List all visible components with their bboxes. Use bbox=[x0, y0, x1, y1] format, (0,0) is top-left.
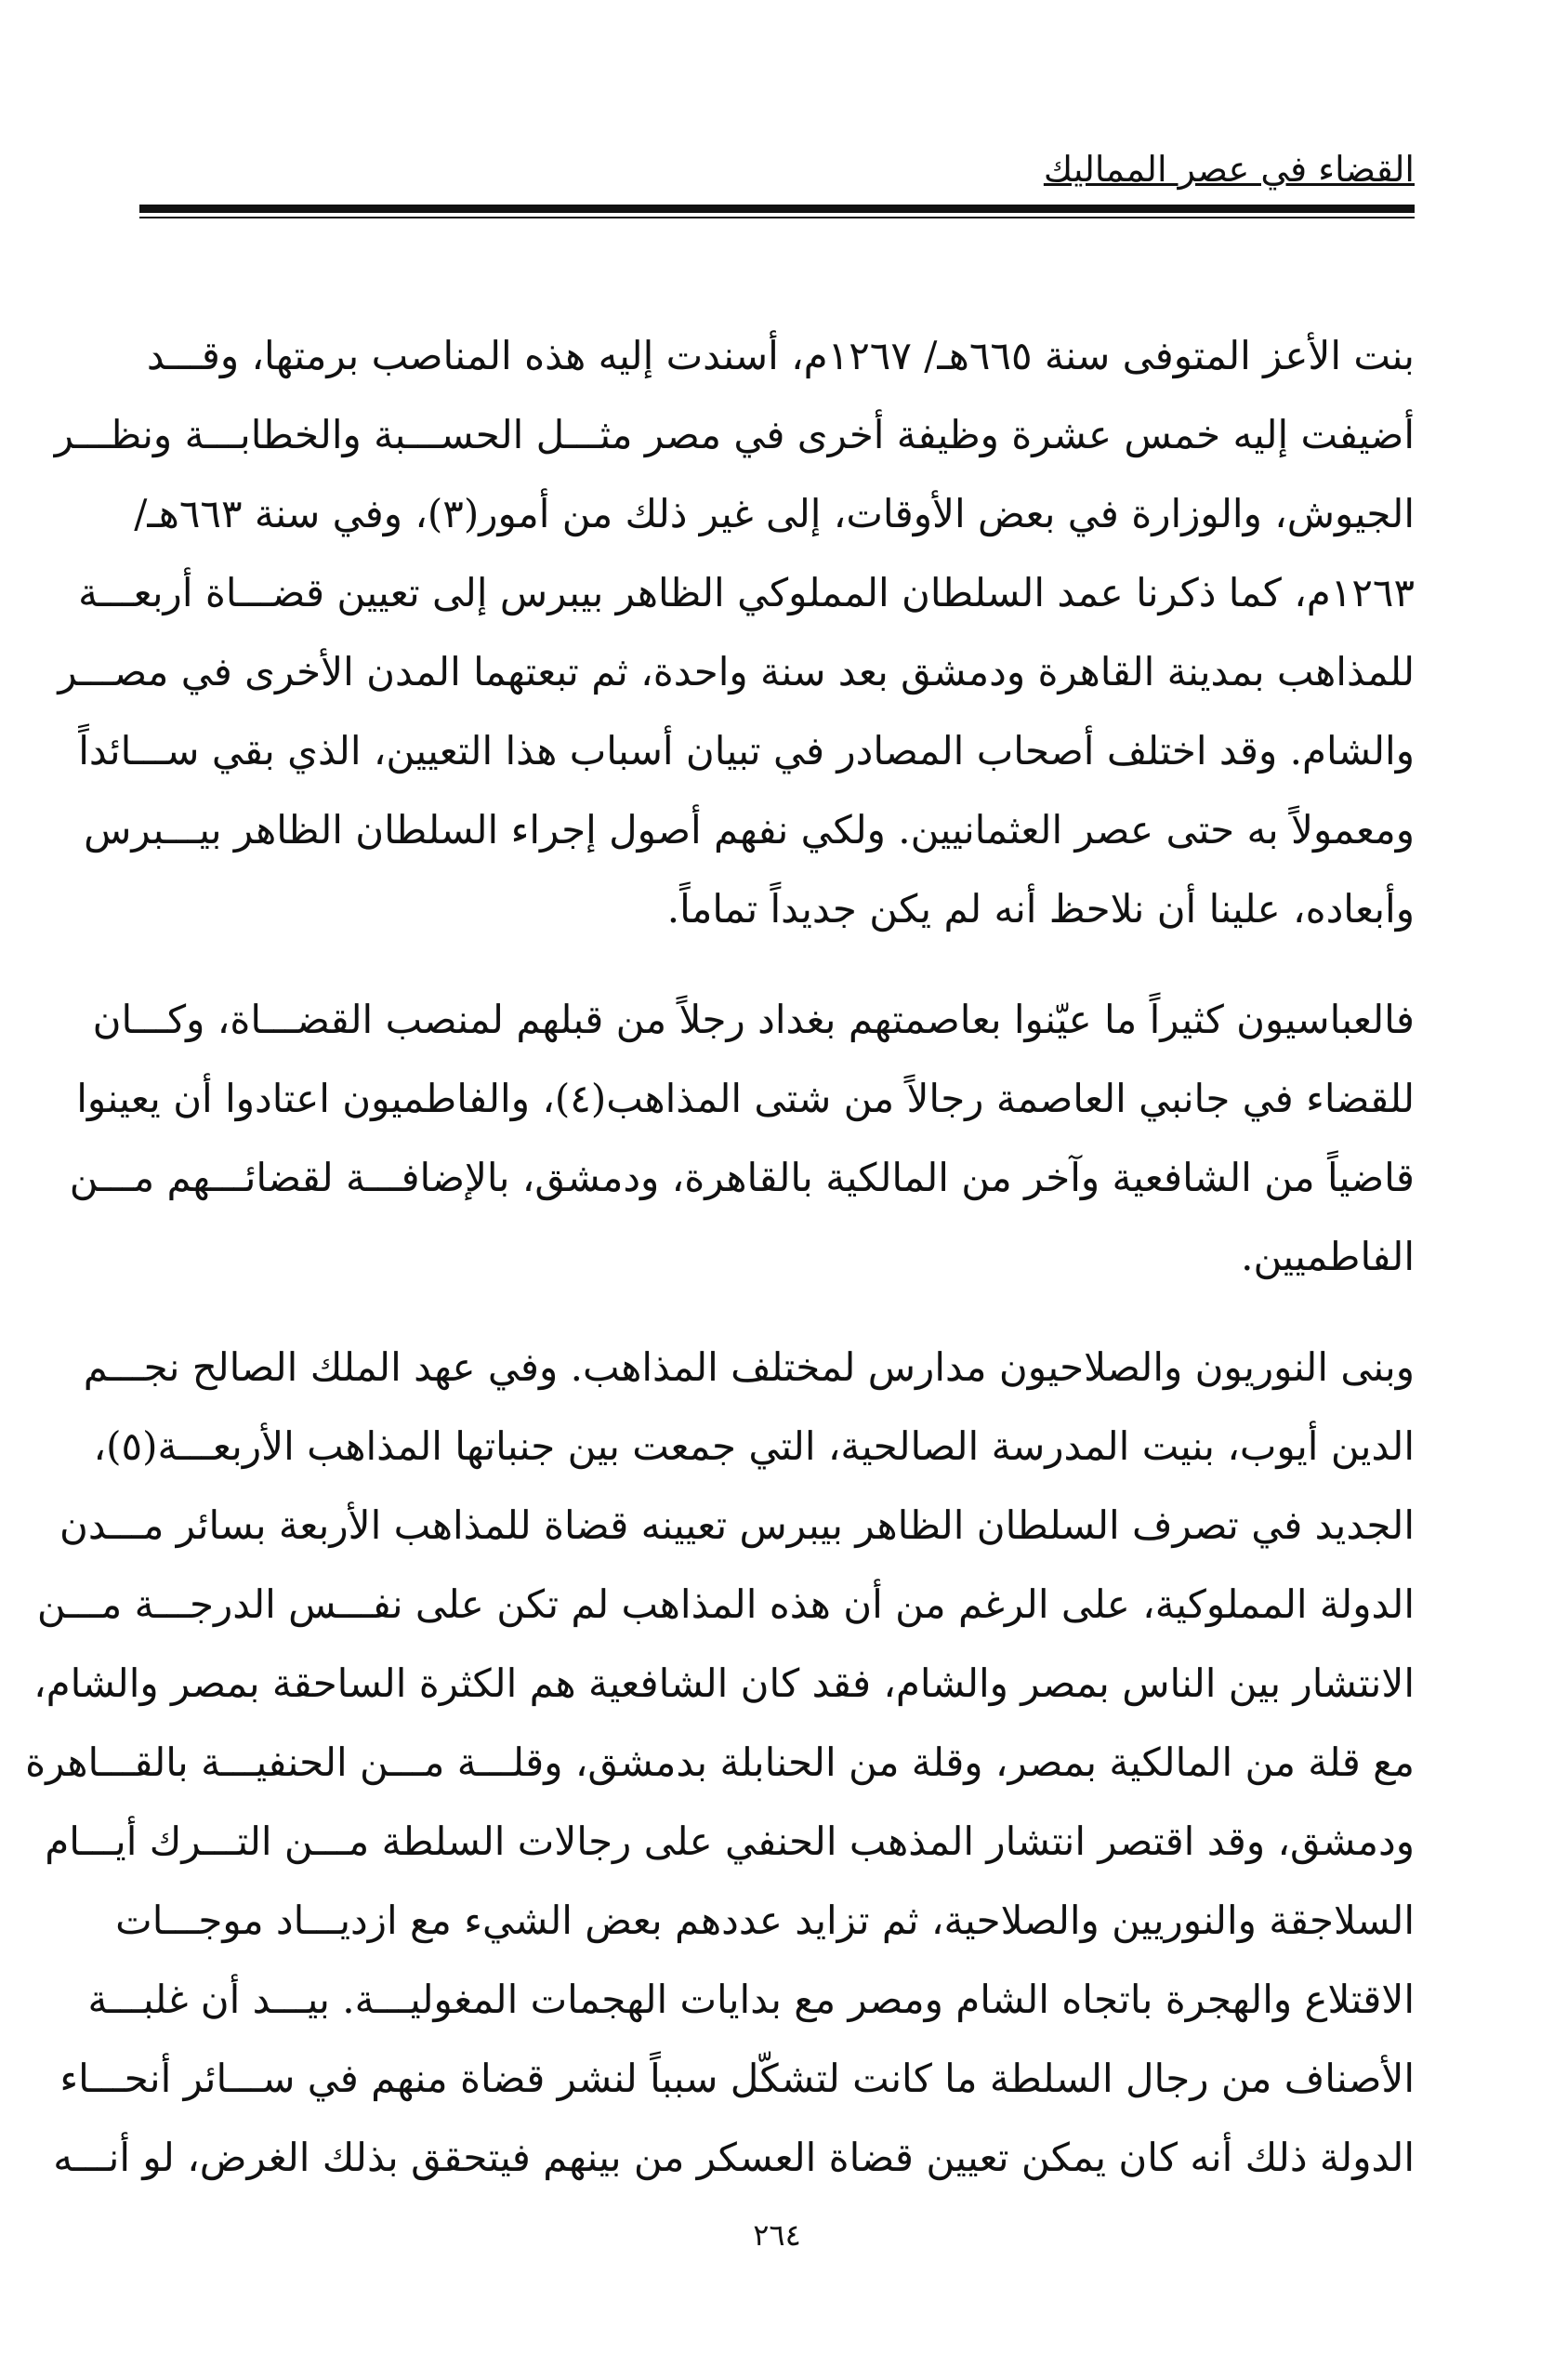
running-header-title: القضاء في عصر المماليك bbox=[1043, 149, 1415, 190]
text-line: بنت الأعز المتوفى سنة ٦٦٥هـ/ ١٢٦٧م، أسندت إليه هذه المناصب برمتها، وقـــد bbox=[146, 333, 1415, 378]
header-rule-thick bbox=[139, 205, 1415, 213]
text-line: الدين أيوب، بنيت المدرسة الصالحية، التي جمعت بين جنباتها المذاهب الأربعـــة(٥)، bbox=[93, 1423, 1415, 1469]
paragraph-2 bbox=[69, 980, 1415, 1296]
text-line: الأصناف من رجال السلطة ما كانت لتشكّل سبباً لنشر قضاة منهم في ســـائر أنحـــاء bbox=[59, 2056, 1415, 2101]
text-line: ومعمولاً به حتى عصر العثمانيين. ولكي نفهم أصول إجراء السلطان الظاهر بيـــبرس bbox=[84, 807, 1415, 853]
text-line: ودمشق، وقد اقتصر انتشار المذهب الحنفي على رجالات السلطة مـــن التـــرك أيـــام bbox=[45, 1818, 1415, 1864]
text-line: السلاجقة والنوريين والصلاحية، ثم تزايد عددهم بعض الشيء مع ازديـــاد موجـــات bbox=[115, 1897, 1415, 1943]
paragraph-3 bbox=[25, 1328, 1415, 2197]
text-line: الدولة ذلك أنه كان يمكن تعيين قضاة العسكر من بينهم فيتحقق بذلك الغرض، لو أنـــه bbox=[53, 2135, 1415, 2180]
text-line: الفاطميين. bbox=[1241, 1234, 1415, 1279]
text-line: الجديد في تصرف السلطان الظاهر بيبرس تعيينه قضاة للمذاهب الأربعة بسائر مـــدن bbox=[59, 1502, 1415, 1548]
text-line: الدولة المملوكية، على الرغم من أن هذه المذاهب لم تكن على نفـــس الدرجـــة مـــن bbox=[36, 1581, 1415, 1627]
text-line: الاقتلاع والهجرة باتجاه الشام ومصر مع بدايات الهجمات المغوليـــة. بيـــد أن غلبـــة bbox=[87, 1977, 1415, 2022]
text-line: للقضاء في جانبي العاصمة رجالاً من شتى المذاهب(٤)، والفاطميون اعتادوا أن يعينوا bbox=[76, 1076, 1415, 1121]
page-number: ٢٦٤ bbox=[753, 2217, 801, 2253]
text-line: والشام. وقد اختلف أصحاب المصادر في تبيان أسباب هذا التعيين، الذي بقي ســـائداً bbox=[78, 728, 1415, 774]
text-line: أضيفت إليه خمس عشرة وظيفة أخرى في مصر مثـــل الحســـبة والخطابـــة ونظـــر bbox=[54, 412, 1415, 457]
text-line: للمذاهب بمدينة القاهرة ودمشق بعد سنة واحدة، ثم تبعتهما المدن الأخرى في مصـــر bbox=[58, 649, 1415, 694]
text-line: الانتشار بين الناس بمصر والشام، فقد كان الشافعية هم الكثرة الساحقة بمصر والشام، bbox=[33, 1660, 1415, 1706]
header-rule-thin bbox=[139, 217, 1415, 218]
text-line: قاضياً من الشافعية وآخر من المالكية بالقاهرة، ودمشق، بالإضافـــة لقضائـــهم مـــن bbox=[69, 1155, 1415, 1200]
text-line: مع قلة من المالكية بمصر، وقلة من الحنابلة بدمشق، وقلـــة مـــن الحنفيـــة بالقـــاهرة bbox=[25, 1739, 1415, 1785]
text-line: وأبعاده، علينا أن نلاحظ أنه لم يكن جديداً تماماً. bbox=[666, 886, 1415, 932]
text-line: ١٢٦٣م، كما ذكرنا عمد السلطان المملوكي الظاهر بيبرس إلى تعيين قضـــاة أربعـــة bbox=[78, 570, 1415, 615]
body-text bbox=[25, 316, 1415, 2228]
text-line: فالعباسيون كثيراً ما عيّنوا بعاصمتهم بغداد رجلاً من قبلهم لمنصب القضـــاة، وكـــان bbox=[92, 997, 1415, 1042]
text-line: وبنى النوريون والصلاحيون مدارس لمختلف المذاهب. وفي عهد الملك الصالح نجـــم bbox=[83, 1344, 1415, 1390]
paragraph-1 bbox=[54, 316, 1415, 948]
text-line: الجيوش، والوزارة في بعض الأوقات، إلى غير ذلك من أمور(٣)، وفي سنة ٦٦٣هـ/ bbox=[134, 491, 1415, 536]
